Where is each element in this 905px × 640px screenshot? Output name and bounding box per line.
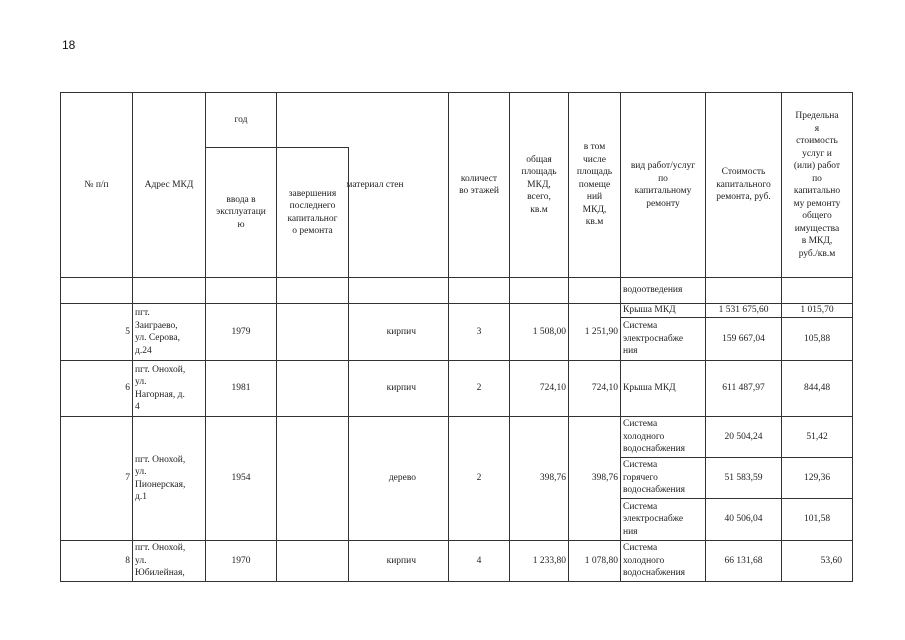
cont-num (60, 277, 133, 304)
cont-repair (276, 277, 349, 304)
row7-last-repair (276, 416, 349, 541)
header-address: Адрес МКД (132, 92, 206, 278)
row6-num: 6 (60, 360, 133, 417)
row8-max-1: 53,60 (781, 540, 853, 582)
row8-work-1: Система холодного водоснабжения (620, 540, 706, 582)
row5-work-2: Система электроснабже ния (620, 317, 706, 361)
header-premises-area: в том числе площадь помеще ний МКД, кв.м (568, 92, 621, 278)
row5-max-1: 1 015,70 (781, 303, 853, 318)
row6-work-1: Крыша МКД (620, 360, 706, 417)
row7-cost-3: 40 506,04 (705, 498, 782, 541)
row6-cost-1: 611 487,97 (705, 360, 782, 417)
row7-premises-area: 398,76 (568, 416, 621, 541)
cont-max (781, 277, 853, 304)
cont-premises (568, 277, 621, 304)
header-total-area: общая площадь МКД, всего, кв.м (509, 92, 569, 278)
row7-work-1: Система холодного водоснабжения (620, 416, 706, 458)
cont-floors (448, 277, 510, 304)
row8-floors: 4 (448, 540, 510, 582)
row8-last-repair (276, 540, 349, 582)
row5-cost-2: 159 667,04 (705, 317, 782, 361)
row5-max-2: 105,88 (781, 317, 853, 361)
row7-work-2: Система горячего водоснабжения (620, 457, 706, 499)
row6-max-1: 844,48 (781, 360, 853, 417)
row6-year: 1981 (205, 360, 277, 417)
row7-max-2: 129,36 (781, 457, 853, 499)
row8-num: 8 (60, 540, 133, 582)
header-wall-box (348, 147, 449, 278)
row8-premises-area: 1 078,80 (568, 540, 621, 582)
row7-total-area: 398,76 (509, 416, 569, 541)
header-floors: количест во этажей (448, 92, 510, 278)
row6-material: кирпич (348, 360, 449, 417)
header-wall-material: материал стен (346, 180, 404, 190)
row5-work-1: Крыша МКД (620, 303, 706, 318)
row6-address: пгт. Онохой, ул. Нагорная, д. 4 (132, 360, 206, 417)
header-work-type: вид работ/услуг по капитальному ремонту (620, 92, 706, 278)
row7-cost-2: 51 583,59 (705, 457, 782, 499)
row7-max-1: 51,42 (781, 416, 853, 458)
row7-material: дерево (348, 416, 449, 541)
cont-year (205, 277, 277, 304)
row7-work-3: Система электроснабже ния (620, 498, 706, 541)
row6-last-repair (276, 360, 349, 417)
row5-address: пгт. Заиграево, ул. Серова, д.24 (132, 303, 206, 361)
header-cost: Стоимость капитального ремонта, руб. (705, 92, 782, 278)
row8-address: пгт. Онохой, ул. Юбилейная, (132, 540, 206, 582)
header-max-cost: Предельна я стоимость услуг и (или) работ по капитально му ремонту общего имущества в МКД, руб./кв.м (781, 92, 853, 278)
header-year-last-repair: завершения последнего капитальног о ремонта (276, 147, 349, 278)
row5-premises-area: 1 251,90 (568, 303, 621, 361)
row7-cost-1: 20 504,24 (705, 416, 782, 458)
row7-floors: 2 (448, 416, 510, 541)
row5-floors: 3 (448, 303, 510, 361)
row8-total-area: 1 233,80 (509, 540, 569, 582)
row7-year: 1954 (205, 416, 277, 541)
row5-cost-1: 1 531 675,60 (705, 303, 782, 318)
row5-year: 1979 (205, 303, 277, 361)
row7-max-3: 101,58 (781, 498, 853, 541)
cont-cost (705, 277, 782, 304)
row5-total-area: 1 508,00 (509, 303, 569, 361)
header-year-commission: ввода в эксплуатаци ю (205, 147, 277, 278)
row8-material: кирпич (348, 540, 449, 582)
row7-num: 7 (60, 416, 133, 541)
cont-total (509, 277, 569, 304)
row5-num: 5 (60, 303, 133, 361)
row6-premises-area: 724,10 (568, 360, 621, 417)
row5-last-repair (276, 303, 349, 361)
row7-address: пгт. Онохой, ул. Пионерская, д.1 (132, 416, 206, 541)
header-spacer (276, 92, 449, 148)
header-num: № п/п (60, 92, 133, 278)
row8-cost-1: 66 131,68 (705, 540, 782, 582)
page-number: 18 (62, 38, 76, 52)
cont-work: водоотведения (620, 277, 706, 304)
header-year-group: год (205, 92, 277, 148)
row5-material: кирпич (348, 303, 449, 361)
row8-year: 1970 (205, 540, 277, 582)
row6-floors: 2 (448, 360, 510, 417)
cont-material (348, 277, 449, 304)
row6-total-area: 724,10 (509, 360, 569, 417)
cont-address (132, 277, 206, 304)
